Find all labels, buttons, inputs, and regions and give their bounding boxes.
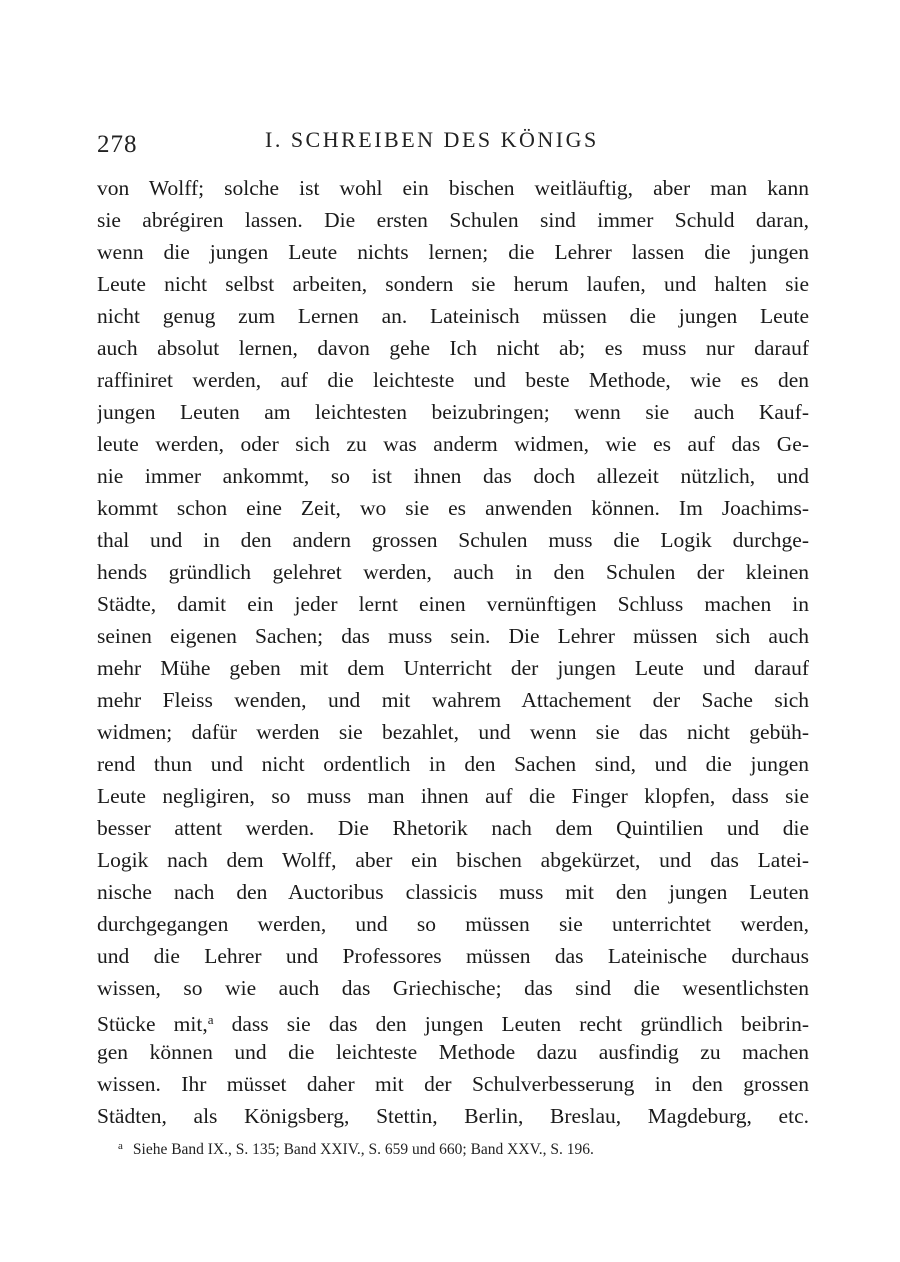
text-line: Leute negligiren, so muss man ihnen auf die Finger klopfen, dass sie bbox=[97, 784, 809, 808]
text-line: jungen Leuten am leichtesten beizubringen; wenn sie auch Kauf- bbox=[97, 400, 809, 424]
text-line: nie immer ankommt, so ist ihnen das doch allezeit nützlich, und bbox=[97, 464, 809, 488]
running-title: I. SCHREIBEN DES KÖNIGS bbox=[265, 127, 599, 152]
text-segment: dass sie das den jungen Leuten recht gründlich beibrin- bbox=[213, 1012, 809, 1036]
text-line: auch absolut lernen, davon gehe Ich nicht ab; es muss nur darauf bbox=[97, 336, 809, 360]
footnote bbox=[118, 1140, 738, 1159]
text-line: rend thun und nicht ordentlich in den Sachen sind, und die jungen bbox=[97, 752, 809, 776]
text-line: thal und in den andern grossen Schulen muss die Logik durchge- bbox=[97, 528, 809, 552]
text-line: Städten, als Königsberg, Stettin, Berlin, Breslau, Magdeburg, etc. bbox=[97, 1104, 809, 1128]
text-line: nicht genug zum Lernen an. Lateinisch müssen die jungen Leute bbox=[97, 304, 809, 328]
text-line: und die Lehrer und Professores müssen das Lateinische durchaus bbox=[97, 944, 809, 968]
text-line: raffiniret werden, auf die leichteste und beste Methode, wie es den bbox=[97, 368, 809, 392]
text-line: hends gründlich gelehret werden, auch in den Schulen der kleinen bbox=[97, 560, 809, 584]
text-line: gen können und die leichteste Methode dazu ausfindig zu machen bbox=[97, 1040, 809, 1064]
text-line: Leute nicht selbst arbeiten, sondern sie herum laufen, und halten sie bbox=[97, 272, 809, 296]
text-line: mehr Fleiss wenden, und mit wahrem Attachement der Sache sich bbox=[97, 688, 809, 712]
text-line: durchgegangen werden, und so müssen sie unterrichtet werden, bbox=[97, 912, 809, 936]
page-number: 278 bbox=[97, 131, 138, 158]
text-line: kommt schon eine Zeit, wo sie es anwenden können. Im Joachims- bbox=[97, 496, 809, 520]
running-head bbox=[97, 127, 809, 161]
body-text bbox=[97, 172, 809, 1132]
text-line: widmen; dafür werden sie bezahlet, und wenn sie das nicht gebüh- bbox=[97, 720, 809, 744]
footnote-mark: a bbox=[118, 1140, 123, 1152]
text-line: wenn die jungen Leute nichts lernen; die Lehrer lassen die jungen bbox=[97, 240, 809, 264]
text-line: von Wolff; solche ist wohl ein bischen weitläuftig, aber man kann bbox=[97, 176, 809, 200]
text-line: mehr Mühe geben mit dem Unterricht der jungen Leute und darauf bbox=[97, 656, 809, 680]
text-segment: Stücke mit, bbox=[97, 1012, 208, 1036]
footnote-reference[interactable]: a bbox=[207, 1012, 214, 1027]
text-line: wissen. Ihr müsset daher mit der Schulverbesserung in den grossen bbox=[97, 1072, 809, 1096]
text-line: besser attent werden. Die Rhetorik nach dem Quintilien und die bbox=[97, 816, 809, 840]
text-line: leute werden, oder sich zu was anderm widmen, wie es auf das Ge- bbox=[97, 432, 809, 456]
text-line: wissen, so wie auch das Griechische; das sind die wesentlichsten bbox=[97, 976, 809, 1000]
text-line: seinen eigenen Sachen; das muss sein. Die Lehrer müssen sich auch bbox=[97, 624, 809, 648]
text-line: sie abrégiren lassen. Die ersten Schulen sind immer Schuld daran, bbox=[97, 208, 809, 232]
text-line-with-note bbox=[97, 1004, 809, 1036]
footnote-text: Siehe Band IX., S. 135; Band XXIV., S. 659 und 660; Band XXV., S. 196. bbox=[132, 1141, 594, 1158]
text-line: Städte, damit ein jeder lernt einen vernünftigen Schluss machen in bbox=[97, 592, 809, 616]
text-line: nische nach den Auctoribus classicis muss mit den jungen Leuten bbox=[97, 880, 809, 904]
text-line: Logik nach dem Wolff, aber ein bischen abgekürzet, und das Latei- bbox=[97, 848, 809, 872]
